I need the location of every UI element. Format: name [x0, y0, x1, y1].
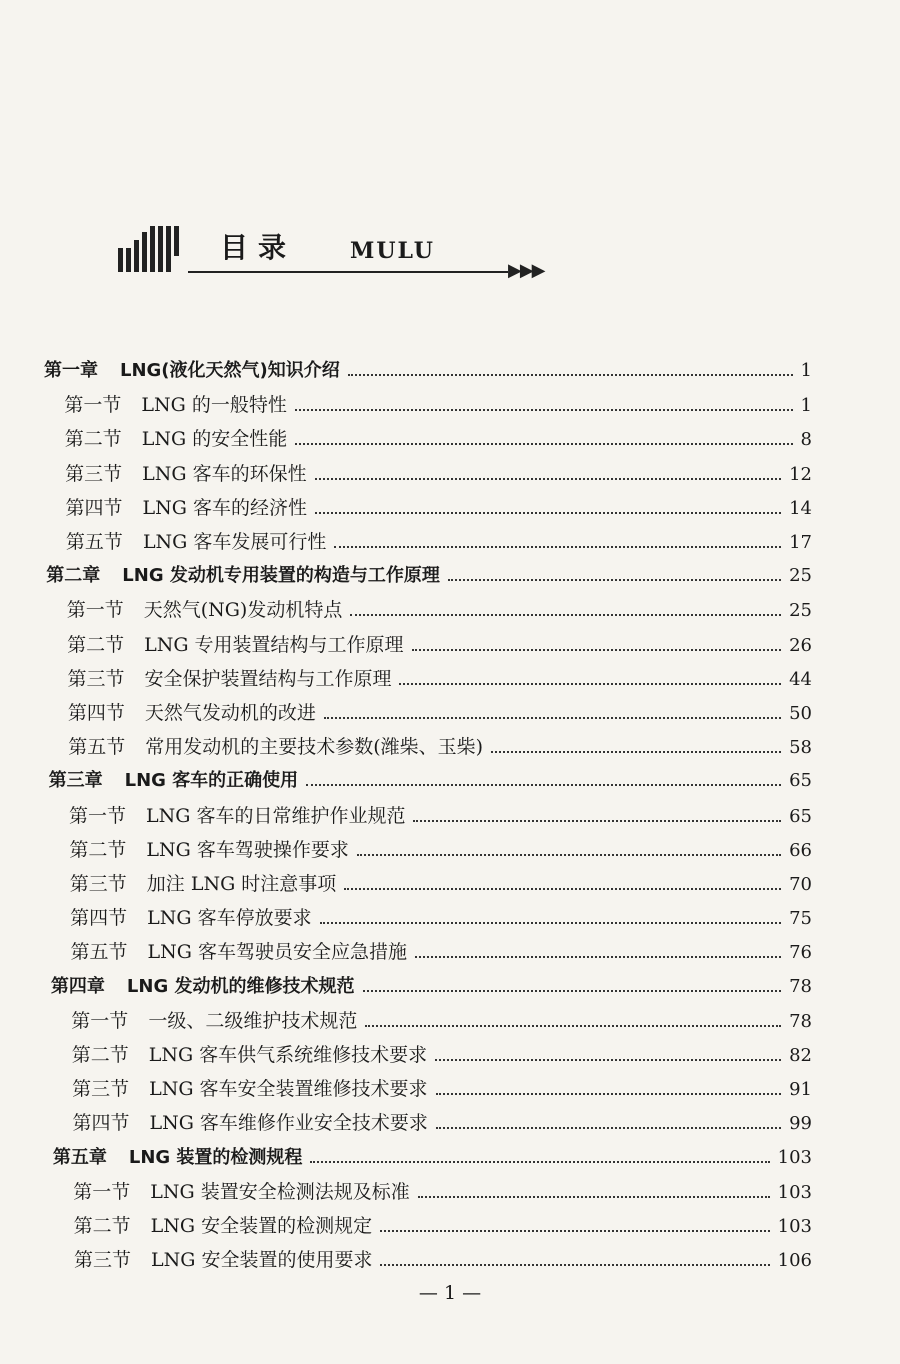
page-reference: 65 [789, 805, 812, 827]
section-number: 第三节 [65, 462, 123, 485]
dot-leader [295, 429, 792, 445]
section-title: LNG 装置安全检测法规及标准 [150, 1180, 410, 1203]
dot-leader [357, 840, 781, 856]
section-number: 第三节 [67, 667, 125, 690]
dot-leader [399, 669, 781, 685]
section-number: 第三节 [74, 1249, 132, 1272]
toc-section-row[interactable] [70, 903, 812, 929]
section-number: 第二节 [64, 428, 122, 451]
dot-leader [412, 635, 782, 651]
section-title: 一级、二级维护技术规范 [148, 1009, 358, 1032]
chapter-number: 第二章 [46, 565, 101, 587]
page-reference: 103 [777, 1146, 812, 1168]
dot-leader [315, 498, 781, 514]
toc-section-row[interactable] [68, 732, 812, 758]
section-number: 第四节 [70, 907, 128, 930]
section-title: LNG 客车停放要求 [147, 907, 312, 930]
section-title: LNG 的安全性能 [141, 428, 288, 451]
page-reference: 82 [789, 1045, 812, 1066]
page-reference: 65 [789, 770, 812, 792]
toc-chapter-row[interactable] [46, 561, 812, 587]
section-title: LNG 客车的经济性 [142, 496, 308, 519]
section-number: 第五节 [70, 941, 128, 964]
section-title: 安全保护装置结构与工作原理 [144, 667, 392, 690]
section-number: 第四节 [65, 496, 123, 519]
page-reference: 103 [777, 1181, 812, 1203]
toc-section-row[interactable] [72, 1040, 812, 1066]
toc-section-row[interactable] [64, 390, 812, 416]
toc-section-row[interactable] [73, 1177, 812, 1203]
page-reference: 50 [789, 703, 812, 724]
toc-section-row[interactable] [65, 459, 812, 485]
chapter-number: 第一章 [44, 360, 98, 381]
chapter-number: 第四章 [50, 975, 105, 997]
section-title: LNG 客车安全装置维修技术要求 [149, 1078, 428, 1101]
page-reference: 12 [789, 463, 812, 485]
toc-section-row[interactable] [69, 801, 812, 827]
dot-leader [363, 976, 782, 992]
section-number: 第一节 [64, 394, 122, 417]
dot-leader [310, 1147, 769, 1163]
dot-leader [448, 565, 781, 581]
chapter-title: LNG 发动机专用装置的构造与工作原理 [122, 565, 440, 587]
section-title: 天然气(NG)发动机特点 [143, 599, 343, 622]
toc-section-row[interactable] [71, 937, 812, 963]
toc-chapter-row[interactable] [51, 972, 812, 998]
dot-leader [413, 806, 781, 822]
section-number: 第二节 [71, 1044, 129, 1066]
chapter-number: 第三章 [48, 770, 103, 792]
section-title: 加注 LNG 时注意事项 [146, 873, 337, 895]
section-number: 第五节 [68, 736, 126, 759]
chapter-title: LNG(液化天然气)知识介绍 [120, 360, 340, 381]
dot-leader [315, 464, 781, 480]
page-reference: 1 [800, 360, 812, 381]
toc-chapter-row[interactable] [53, 1143, 812, 1169]
toc-section-row[interactable] [68, 698, 812, 724]
toc-section-row[interactable] [71, 1006, 812, 1032]
dot-leader [418, 1182, 770, 1198]
section-number: 第五节 [65, 531, 123, 553]
dot-leader [436, 1079, 782, 1095]
page-title: 目录 [220, 231, 297, 264]
toc-section-row[interactable] [72, 1108, 812, 1134]
dot-leader [348, 360, 793, 376]
dot-leader [380, 1216, 770, 1232]
section-number: 第二节 [69, 838, 127, 861]
chapter-title: LNG 装置的检测规程 [128, 1146, 303, 1168]
section-number: 第一节 [66, 599, 124, 622]
page-reference: 75 [789, 908, 812, 930]
toc-section-row[interactable] [65, 424, 812, 450]
toc-section-row[interactable] [66, 527, 812, 553]
section-title: LNG 客车发展可行性 [142, 531, 327, 553]
section-title: LNG 客车供气系统维修技术要求 [148, 1044, 428, 1066]
section-title: LNG 安全装置的使用要求 [151, 1249, 373, 1272]
dot-leader [491, 737, 781, 753]
dot-leader [324, 703, 781, 719]
arrow-icon: ▶▶▶ [508, 260, 544, 281]
section-title: 常用发动机的主要技术参数(潍柴、玉柴) [145, 736, 484, 759]
page-reference: 14 [789, 497, 812, 519]
page-reference: 91 [789, 1079, 812, 1101]
toc-section-row[interactable] [70, 869, 812, 895]
section-number: 第四节 [67, 702, 125, 724]
toc-section-row[interactable] [69, 835, 812, 861]
section-title: LNG 客车驾驶员安全应急措施 [147, 941, 408, 964]
page-reference: 70 [789, 874, 812, 895]
toc-chapter-row[interactable] [44, 356, 812, 382]
toc-section-row[interactable] [67, 630, 812, 656]
page-reference: 25 [789, 565, 812, 587]
toc-section-row[interactable] [74, 1245, 812, 1271]
section-number: 第一节 [71, 1009, 129, 1032]
page-reference: 78 [789, 1010, 812, 1032]
dot-leader [344, 874, 781, 890]
page-reference: 1 [800, 395, 812, 417]
section-title: LNG 专用装置结构与工作原理 [144, 633, 404, 656]
page-reference: 78 [789, 975, 812, 997]
section-title: LNG 客车的日常维护作业规范 [146, 804, 406, 827]
section-number: 第四节 [72, 1112, 130, 1135]
page-reference: 8 [800, 429, 812, 451]
toc-section-row[interactable] [67, 595, 812, 621]
dot-leader [436, 1113, 781, 1129]
section-title: LNG 的一般特性 [141, 394, 287, 417]
dot-leader [350, 600, 781, 616]
chapter-number: 第五章 [52, 1146, 107, 1168]
section-number: 第三节 [72, 1078, 130, 1101]
dot-leader [415, 942, 781, 958]
section-title: 天然气发动机的改进 [144, 702, 316, 724]
page-reference: 99 [789, 1113, 812, 1135]
section-number: 第二节 [67, 633, 125, 656]
page-reference: 58 [789, 737, 812, 759]
dot-leader [365, 1011, 781, 1027]
toc-section-row[interactable] [74, 1211, 812, 1237]
page-number: — 1 — [418, 1282, 482, 1304]
page-reference: 103 [777, 1216, 812, 1237]
page-reference: 25 [789, 600, 812, 622]
chapter-title: LNG 发动机的维修技术规范 [126, 975, 355, 997]
page-reference: 66 [789, 839, 812, 861]
chapter-title: LNG 客车的正确使用 [124, 770, 299, 792]
page-reference: 44 [789, 668, 812, 690]
page-reference: 26 [789, 634, 812, 656]
toc-chapter-row[interactable] [49, 766, 812, 792]
section-number: 第一节 [73, 1180, 131, 1203]
toc-section-row[interactable] [67, 664, 812, 690]
dot-leader [306, 770, 781, 786]
page-reference: 76 [789, 942, 812, 964]
dot-leader [380, 1250, 769, 1266]
section-number: 第三节 [69, 873, 127, 895]
page-reference: 17 [789, 532, 812, 553]
dot-leader [295, 395, 793, 411]
page-title-latin: MULU [350, 238, 435, 264]
section-title: LNG 客车的环保性 [142, 462, 307, 485]
toc-section-row[interactable] [72, 1074, 812, 1100]
dot-leader [334, 532, 781, 548]
dot-leader [320, 908, 781, 924]
page-reference: 106 [777, 1250, 812, 1272]
section-title: LNG 客车维修作业安全技术要求 [149, 1112, 428, 1135]
dot-leader [435, 1045, 781, 1061]
section-title: LNG 客车驾驶操作要求 [146, 838, 349, 861]
section-number: 第一节 [69, 804, 127, 827]
section-title: LNG 安全装置的检测规定 [150, 1215, 373, 1237]
section-number: 第二节 [73, 1215, 131, 1237]
toc-section-row[interactable] [66, 493, 812, 519]
